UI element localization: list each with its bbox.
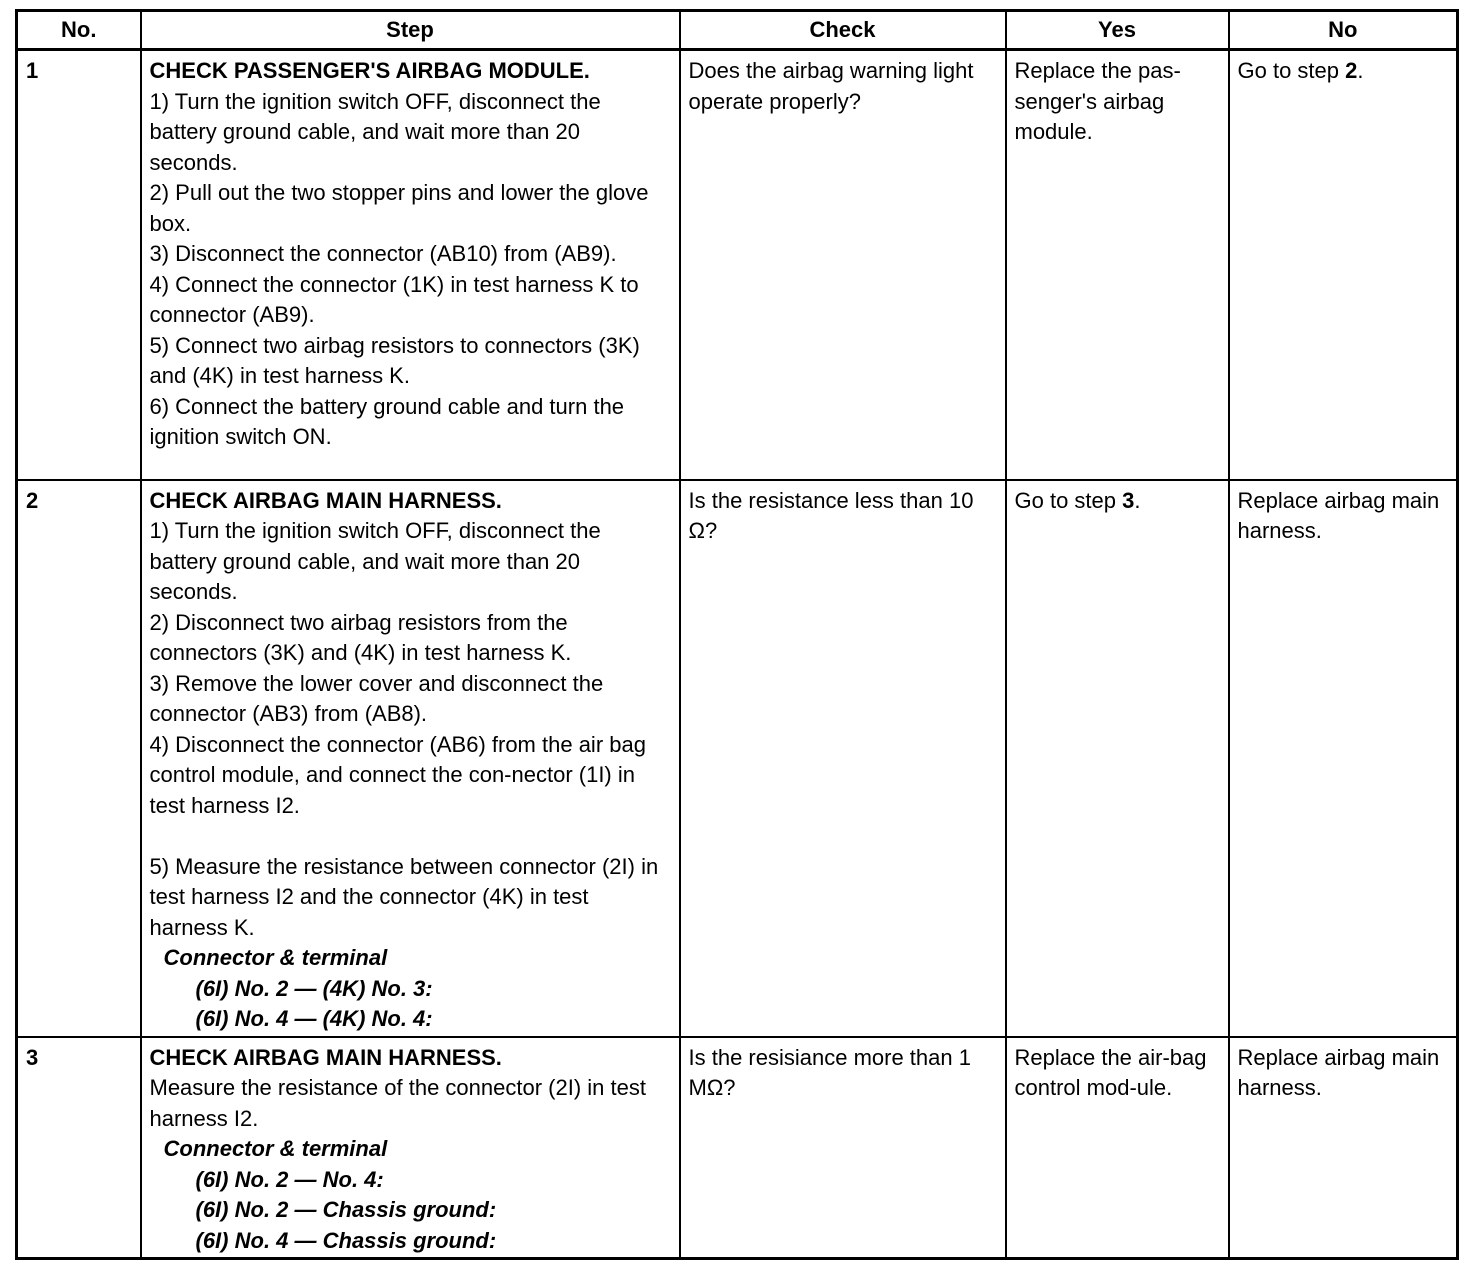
header-step: Step bbox=[141, 11, 680, 50]
diagnostic-table bbox=[15, 9, 1459, 1260]
step-instruction: 4) Connect the connector (1K) in test harness K to connector (AB9). bbox=[149, 271, 639, 327]
step-cell bbox=[141, 1037, 680, 1259]
no-text-suffix: . bbox=[1357, 58, 1364, 83]
step-cell bbox=[141, 50, 680, 480]
connector-terminal-title: Connector & terminal bbox=[163, 945, 388, 970]
yes-text: Go to step bbox=[1014, 487, 1123, 513]
step-number: 2 bbox=[17, 480, 141, 1037]
yes-cell: Replace the pas-senger's airbag module. bbox=[1006, 50, 1229, 480]
table-row bbox=[17, 1037, 1458, 1259]
step-instruction: Measure the resistance of the connector (2I) in test harness I2. bbox=[149, 1075, 646, 1131]
connector-terminal-value: (6I) No. 4 — (4K) No. 4: bbox=[195, 1006, 433, 1031]
yes-cell bbox=[1006, 480, 1229, 1037]
spacer bbox=[150, 821, 671, 852]
check-cell: Is the resisiance more than 1 MΩ? bbox=[680, 1037, 1006, 1259]
header-yes: Yes bbox=[1006, 11, 1229, 50]
step-number: 3 bbox=[17, 1037, 141, 1259]
yes-cell: Replace the air-bag control mod-ule. bbox=[1006, 1037, 1229, 1259]
no-cell bbox=[1229, 50, 1458, 480]
step-instruction: 4) Disconnect the connector (AB6) from the air bag control module, and connect the con-nector (1I) in test harness I2. bbox=[149, 731, 646, 818]
step-instruction: 3) Disconnect the connector (AB10) from (AB9). bbox=[149, 241, 617, 266]
step-title: CHECK PASSENGER'S AIRBAG MODULE. bbox=[149, 58, 590, 83]
no-cell: Replace airbag main harness. bbox=[1229, 1037, 1458, 1259]
no-cell: Replace airbag main harness. bbox=[1229, 480, 1458, 1037]
check-cell: Is the resistance less than 10 Ω? bbox=[680, 480, 1006, 1037]
step-title: CHECK AIRBAG MAIN HARNESS. bbox=[149, 487, 502, 513]
no-text: Go to step bbox=[1237, 58, 1346, 83]
step-reference: 2 bbox=[1345, 58, 1358, 83]
step-instruction: 1) Turn the ignition switch OFF, disconnect the battery ground cable, and wait more than 20 seconds. bbox=[149, 88, 601, 175]
table-row bbox=[17, 50, 1458, 480]
yes-text-suffix: . bbox=[1134, 487, 1141, 513]
step-instruction: 5) Measure the resistance between connector (2I) in test harness I2 and the connector (4K) in test harness K. bbox=[149, 853, 659, 940]
step-instruction: 3) Remove the lower cover and disconnect the connector (AB3) from (AB8). bbox=[149, 670, 604, 726]
header-no-result: No bbox=[1229, 11, 1458, 50]
header-row bbox=[17, 11, 1458, 50]
connector-terminal-value: (6I) No. 2 — Chassis ground: bbox=[195, 1197, 497, 1222]
step-number: 1 bbox=[17, 50, 141, 480]
step-title: CHECK AIRBAG MAIN HARNESS. bbox=[149, 1044, 502, 1070]
step-instruction: 6) Connect the battery ground cable and turn the ignition switch ON. bbox=[149, 393, 625, 449]
step-instruction: 1) Turn the ignition switch OFF, disconnect the battery ground cable, and wait more than 20 seconds. bbox=[149, 518, 601, 604]
step-reference: 3 bbox=[1122, 487, 1135, 513]
header-check: Check bbox=[680, 11, 1006, 50]
step-cell bbox=[141, 480, 680, 1037]
step-instruction: 5) Connect two airbag resistors to connectors (3K) and (4K) in test harness K. bbox=[149, 332, 640, 388]
table-row bbox=[17, 480, 1458, 1037]
connector-terminal-title: Connector & terminal bbox=[163, 1136, 388, 1161]
header-no: No. bbox=[17, 11, 141, 50]
step-instruction: 2) Disconnect two airbag resistors from the connectors (3K) and (4K) in test harness K. bbox=[149, 609, 572, 665]
connector-terminal-value: (6I) No. 2 — (4K) No. 3: bbox=[195, 975, 433, 1001]
step-instruction: 2) Pull out the two stopper pins and lower the glove box. bbox=[149, 180, 649, 236]
check-cell: Does the airbag warning light operate properly? bbox=[680, 50, 1006, 480]
connector-terminal-value: (6I) No. 4 — Chassis ground: bbox=[195, 1227, 497, 1253]
connector-terminal-value: (6I) No. 2 — No. 4: bbox=[195, 1166, 384, 1192]
